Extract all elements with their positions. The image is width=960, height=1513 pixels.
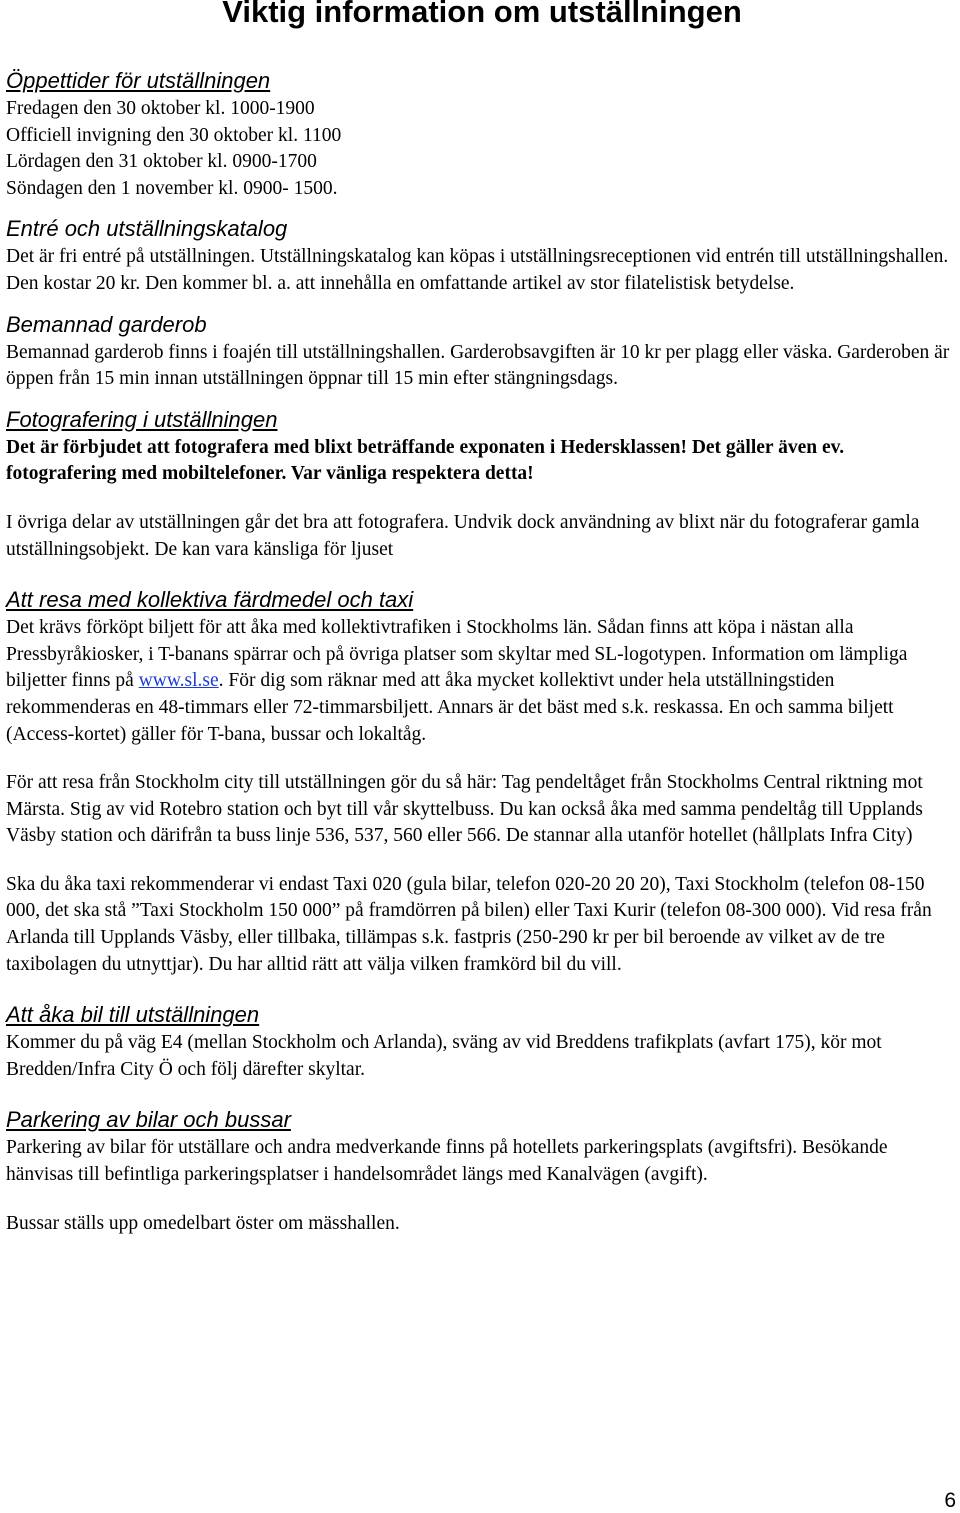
section-photography	[6, 405, 956, 563]
section-heading-cloakroom: Bemannad garderob	[6, 311, 207, 337]
section-heading-public-transport: Att resa med kollektiva färdmedel och taxi	[6, 587, 414, 613]
public-transport-text-a: Det krävs förköpt biljett för att åka med kollektivtrafiken i Stockholms län. Sådan finns att köpa i nästan alla Pressbyråkiosker, i T-banans spärrar och på övriga platser som skyltar med SL-logotypen. Information om lämpliga biljetter finns på	[6, 617, 908, 692]
entrance-text: Det är fri entré på utställningen. Utställningskatalog kan köpas i utställningsreceptionen vid entrén till utställningshallen. Den kostar 20 kr. Den kommer bl. a. att innehålla en omfattande artikel av stor filatelistisk betydelse.	[6, 246, 949, 294]
page-title-text: Viktig information om utställningen	[222, 0, 742, 29]
public-transport-text-b: . För dig som räknar med att åka mycket kollektivt under hela utställningstiden rekommenderas en 48-timmars eller 72-timmarsbiljett. Annars är det bäst med s.k. reskassa. En och samma biljett (Access-kortet) gäller för T-bana, bussar och lokaltåg.	[6, 670, 894, 745]
section-heading-photography: Fotografering i utställningen	[6, 406, 278, 432]
public-transport-paragraph	[6, 615, 956, 748]
opening-hours-line: Fredagen den 30 oktober kl. 1000-1900	[6, 98, 315, 119]
section-heading-parking: Parkering av bilar och bussar	[6, 1107, 291, 1133]
section-public-transport	[6, 585, 956, 978]
photography-warning: Det är förbjudet att fotografera med blixt beträffande exponaten i Hedersklassen! Det gäller även ev. fotografering med mobiltelefoner. Var vänliga respektera detta!	[6, 436, 845, 485]
commuter-train-paragraph: För att resa från Stockholm city till utställningen gör du så här: Tag pendeltåget från Stockholms Central riktning mot Märsta. Stig av vid Rotebro station och byt till vår skyttelbuss. Du kan också åka med samma pendeltåg till Upplands Väsby station och därifrån ta buss linje 536, 537, 560 eller 566. De stannar alla utanför hotellet (hållplats Infra City)	[6, 772, 923, 847]
document-content	[6, 66, 956, 1237]
sl-website-link[interactable]: www.sl.se	[138, 670, 219, 692]
opening-hours-line: Lördagen den 31 oktober kl. 0900-1700	[6, 151, 317, 173]
car-text: Kommer du på väg E4 (mellan Stockholm och Arlanda), sväng av vid Breddens trafikplats (avfart 175), kör mot Bredden/Infra City Ö och följ därefter skyltar.	[6, 1032, 882, 1080]
section-heading-car: Att åka bil till utställningen	[6, 1002, 260, 1028]
page-number: 6	[944, 1489, 956, 1512]
section-opening-hours	[6, 66, 956, 202]
bus-parking-text: Bussar ställs upp omedelbart öster om mässhallen.	[6, 1212, 400, 1234]
section-cloakroom	[6, 310, 956, 393]
cloakroom-text: Bemannad garderob finns i foajén till utställningshallen. Garderobsavgiften är 10 kr per plagg eller väska. Garderoben är öppen från 15 min innan utställningen öppnar till 15 min efter stängningsdags.	[6, 341, 950, 390]
parking-text: Parkering av bilar för utställare och andra medverkande finns på hotellets parkeringsplats (avgiftsfri). Besökande hänvisas till befintliga parkeringsplatser i handelsområdet längs med Kanalvägen (avgift).	[6, 1137, 888, 1186]
opening-hours-line: Officiell invigning den 30 oktober kl. 1100	[6, 124, 342, 146]
section-heading-opening-hours: Öppettider för utställningen	[6, 68, 271, 93]
page-title	[0, 0, 960, 30]
taxi-paragraph: Ska du åka taxi rekommenderar vi endast Taxi 020 (gula bilar, telefon 020-20 20 20), Taxi Stockholm (telefon 08-150 000, det ska stå ”Taxi Stockholm 150 000” på framdörren på bilen) eller Taxi Kurir (telefon 08-300 000). Vid resa från Arlanda till Upplands Väsby, eller tillbaka, tillämpas s.k. fastpris (250-290 kr per bil beroende av vilket av de tre taxibolagen du utnyttjar). Du har alltid rätt att välja vilken framkörd bil du vill.	[6, 873, 932, 975]
section-parking	[6, 1105, 956, 1237]
opening-hours-line: Söndagen den 1 november kl. 0900- 1500.	[6, 177, 338, 199]
section-heading-entrance: Entré och utställningskatalog	[6, 216, 288, 242]
section-car	[6, 1000, 956, 1083]
photography-text: I övriga delar av utställningen går det bra att fotografera. Undvik dock användning av blixt när du fotograferar gamla utställningsobjekt. De kan vara känsliga för ljuset	[6, 511, 920, 560]
section-entrance	[6, 214, 956, 297]
